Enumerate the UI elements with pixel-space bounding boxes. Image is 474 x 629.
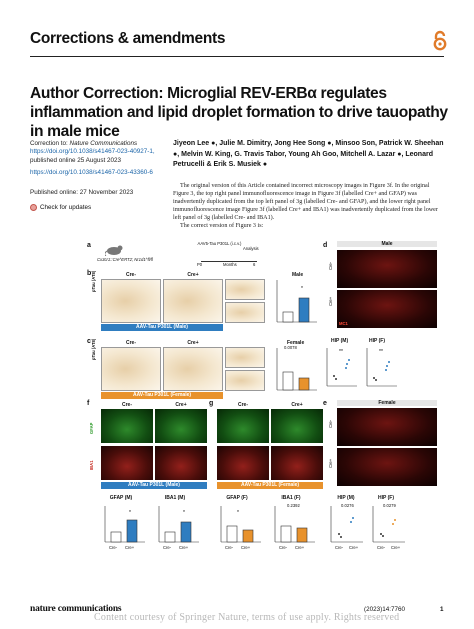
b-cre-minus: Cre- bbox=[125, 272, 136, 278]
gfap-f-title: GFAP (F) bbox=[226, 495, 248, 501]
correction-body bbox=[173, 182, 445, 231]
e-female-header: Female bbox=[337, 400, 437, 406]
gfap-f-x-plus: Cre+ bbox=[241, 545, 251, 550]
d-image-cre-plus bbox=[337, 290, 437, 328]
watermark: Content courtesy of Springer Nature, terms of use apply. Rights reserved bbox=[94, 612, 400, 623]
f-iba1-cre-minus bbox=[101, 446, 153, 480]
svg-text:*: * bbox=[301, 286, 303, 292]
e-cre-plus: Cre+ bbox=[328, 458, 333, 468]
c-zoom-cre-minus bbox=[225, 347, 265, 368]
check-updates-label: Check for updates bbox=[40, 204, 92, 211]
iba1-f-title: IBA1 (F) bbox=[281, 495, 301, 501]
hip-m-bottom-chart bbox=[327, 504, 365, 552]
g-iba1-cre-plus bbox=[271, 446, 323, 480]
hip-m-label: HIP (M) bbox=[331, 338, 349, 344]
hip-m-x-plus: Cre+ bbox=[349, 545, 359, 550]
c-zoom-cre-plus bbox=[225, 370, 265, 391]
c-ptau-label: pTau (AT8) bbox=[91, 338, 96, 360]
g-cre-minus: Cre- bbox=[237, 402, 248, 408]
b-image-cre-plus bbox=[163, 279, 223, 323]
gfap-m-x-plus: Cre+ bbox=[125, 545, 135, 550]
g-gfap-cre-plus bbox=[271, 409, 323, 443]
correction-doi-link[interactable]: https://doi.org/10.1038/s41467-023-43360-6 bbox=[30, 169, 153, 177]
panel-a-label: a bbox=[87, 242, 91, 249]
timeline-p0: P0 bbox=[197, 262, 203, 267]
hip-m-p-value: 0.0276 bbox=[341, 503, 354, 508]
panel-e-label: e bbox=[323, 400, 327, 407]
hip-f-bottom-chart bbox=[369, 504, 407, 552]
iba1-f-p-value: 0.2392 bbox=[287, 503, 300, 508]
c-image-cre-plus bbox=[163, 347, 223, 391]
open-access-icon bbox=[431, 30, 449, 52]
e-cre-minus: Cre- bbox=[328, 419, 333, 428]
d-cre-minus: Cre- bbox=[328, 261, 333, 270]
gfap-m-title: GFAP (M) bbox=[109, 495, 133, 501]
g-gfap-cre-minus bbox=[217, 409, 269, 443]
timeline-months: Months bbox=[223, 262, 237, 267]
d-image-cre-minus bbox=[337, 250, 437, 288]
gfap-m-chart bbox=[101, 504, 147, 552]
svg-text:**: ** bbox=[339, 349, 343, 355]
hip-m-bottom-title: HIP (M) bbox=[337, 495, 355, 501]
hip-m-x-minus: Cre- bbox=[335, 545, 344, 550]
original-doi-link[interactable]: https://doi.org/10.1038/s41467-023-40927-1, bbox=[30, 148, 155, 156]
svg-text:**: ** bbox=[379, 349, 383, 355]
f-gfap-cre-plus bbox=[155, 409, 207, 443]
analysis-label: Analysis bbox=[243, 246, 259, 251]
iba1-m-x-plus: Cre+ bbox=[179, 545, 189, 550]
c-cre-plus: Cre+ bbox=[187, 340, 199, 346]
author-list: Jiyeon Lee ●, Julie M. Dimitry, Jong Hee Song ●, Minsoo Son, Patrick W. Sheehan ●, Melvin W. King, G. Travis Tabor, Young Ah Goo, Mitchell A. Lazar ●, Leonard Petrucelli & Erik S. Musiek ● bbox=[173, 140, 444, 169]
panel-b-label: b bbox=[87, 270, 92, 277]
check-updates-button[interactable] bbox=[30, 204, 91, 211]
hip-m-chart bbox=[323, 346, 359, 394]
gfap-f-x-minus: Cre- bbox=[225, 545, 234, 550]
f-iba1-label: IBA1 bbox=[89, 460, 94, 470]
b-at8-chart bbox=[269, 278, 319, 330]
panel-f-label: f bbox=[87, 400, 90, 407]
e-image-cre-minus bbox=[337, 408, 437, 446]
b-image-cre-minus bbox=[101, 279, 161, 323]
body-paragraph-1: The original version of this Article contained incorrect microscopy images in Figure 3f. In the original Figure 3, the top right panel immunofluorescence image in Figure 3f (labelled Cre+ and GFAP) was inadvertently duplicated from the top left panel of 3g (labelled Cre- and GFAP), and the lower right panel immunofluorescence image Figure 3f (labelled Cre+ and IBA1) was inadvertently duplicated from the lower left panel of 3g (labelled Cre- and IBA1). bbox=[173, 183, 438, 222]
b-zoom-cre-plus bbox=[225, 302, 265, 323]
f-gfap-label: GFAP bbox=[89, 422, 94, 434]
iba1-f-chart bbox=[271, 504, 317, 552]
f-gfap-cre-minus bbox=[101, 409, 153, 443]
b-ptau-label: pTau (AT8) bbox=[91, 270, 96, 292]
c-p-value: 0.0078 bbox=[284, 345, 297, 350]
hip-f-x-minus: Cre- bbox=[377, 545, 386, 550]
d-male-header: Male bbox=[337, 241, 437, 247]
f-aav-male-bar: AAV-Tau P301L (Male) bbox=[101, 482, 207, 489]
footer-journal: nature communications bbox=[30, 604, 122, 614]
header-rule bbox=[30, 56, 444, 57]
panel-c-label: c bbox=[87, 338, 91, 345]
body-paragraph-2: The correct version of Figure 3 is: bbox=[180, 223, 264, 230]
c-female-label: Female bbox=[287, 340, 305, 346]
panel-g-label: g bbox=[209, 400, 214, 407]
f-cre-plus: Cre+ bbox=[175, 402, 187, 408]
gfap-m-x-minus: Cre- bbox=[109, 545, 118, 550]
figure-3 bbox=[87, 242, 440, 572]
iba1-f-x-minus: Cre- bbox=[279, 545, 288, 550]
svg-text:*: * bbox=[183, 510, 185, 516]
aav-injection-label: AAV5-Tau P301L (i.c.v.) bbox=[197, 241, 242, 246]
section-header: Corrections & amendments bbox=[30, 30, 226, 47]
iba1-f-x-plus: Cre+ bbox=[295, 545, 305, 550]
c-image-cre-minus bbox=[101, 347, 161, 391]
b-male-label: Male bbox=[292, 272, 304, 278]
b-zoom-cre-minus bbox=[225, 279, 265, 300]
correction-to-label: Correction to: bbox=[30, 140, 70, 147]
hip-f-p-value: 0.0279 bbox=[383, 503, 396, 508]
mouse-genotype: Cx3cr1::Cre^ERT2; Nr1d1^fl/fl bbox=[97, 257, 153, 262]
b-aav-male-bar: AAV-Tau P301L (Male) bbox=[101, 324, 223, 331]
svg-text:*: * bbox=[237, 510, 239, 516]
published-online-first: published online 25 August 2023 bbox=[30, 156, 122, 164]
hip-f-x-plus: Cre+ bbox=[391, 545, 401, 550]
published-online: Published online: 27 November 2023 bbox=[30, 189, 134, 196]
f-cre-minus: Cre- bbox=[121, 402, 132, 408]
correction-to bbox=[30, 140, 155, 178]
panel-d-label: d bbox=[323, 242, 328, 249]
hip-f-bottom-title: HIP (F) bbox=[377, 495, 395, 501]
b-cre-plus: Cre+ bbox=[187, 272, 199, 278]
iba1-m-chart bbox=[155, 504, 201, 552]
svg-text:*: * bbox=[129, 510, 131, 516]
d-mc1-label: MC1 bbox=[339, 321, 348, 326]
mouse-icon bbox=[105, 244, 123, 256]
iba1-m-title: IBA1 (M) bbox=[164, 495, 186, 501]
c-aav-female-bar: AAV-Tau P301L (Female) bbox=[101, 392, 223, 399]
hip-f-chart bbox=[363, 346, 399, 394]
g-cre-plus: Cre+ bbox=[291, 402, 303, 408]
g-iba1-cre-minus bbox=[217, 446, 269, 480]
check-updates-icon bbox=[30, 204, 37, 211]
correction-to-journal: Nature Communications bbox=[69, 140, 138, 147]
hip-f-label: HIP (F) bbox=[369, 338, 386, 344]
g-aav-female-bar: AAV-Tau P301L (Female) bbox=[217, 482, 323, 489]
iba1-m-x-minus: Cre- bbox=[163, 545, 172, 550]
footer-page-number: 1 bbox=[440, 606, 444, 613]
c-cre-minus: Cre- bbox=[125, 340, 136, 346]
f-iba1-cre-plus bbox=[155, 446, 207, 480]
timeline-six: 6 bbox=[253, 262, 256, 267]
e-image-cre-plus bbox=[337, 448, 437, 486]
d-cre-plus: Cre+ bbox=[328, 296, 333, 306]
gfap-f-chart bbox=[217, 504, 263, 552]
footer-citation: (2023)14:7760 bbox=[364, 606, 405, 613]
c-at8-chart bbox=[269, 346, 319, 398]
article-title: Author Correction: Microglial REV-ERBα regulates inflammation and lipid droplet formation to drive tauopathy in male mice bbox=[30, 85, 448, 140]
